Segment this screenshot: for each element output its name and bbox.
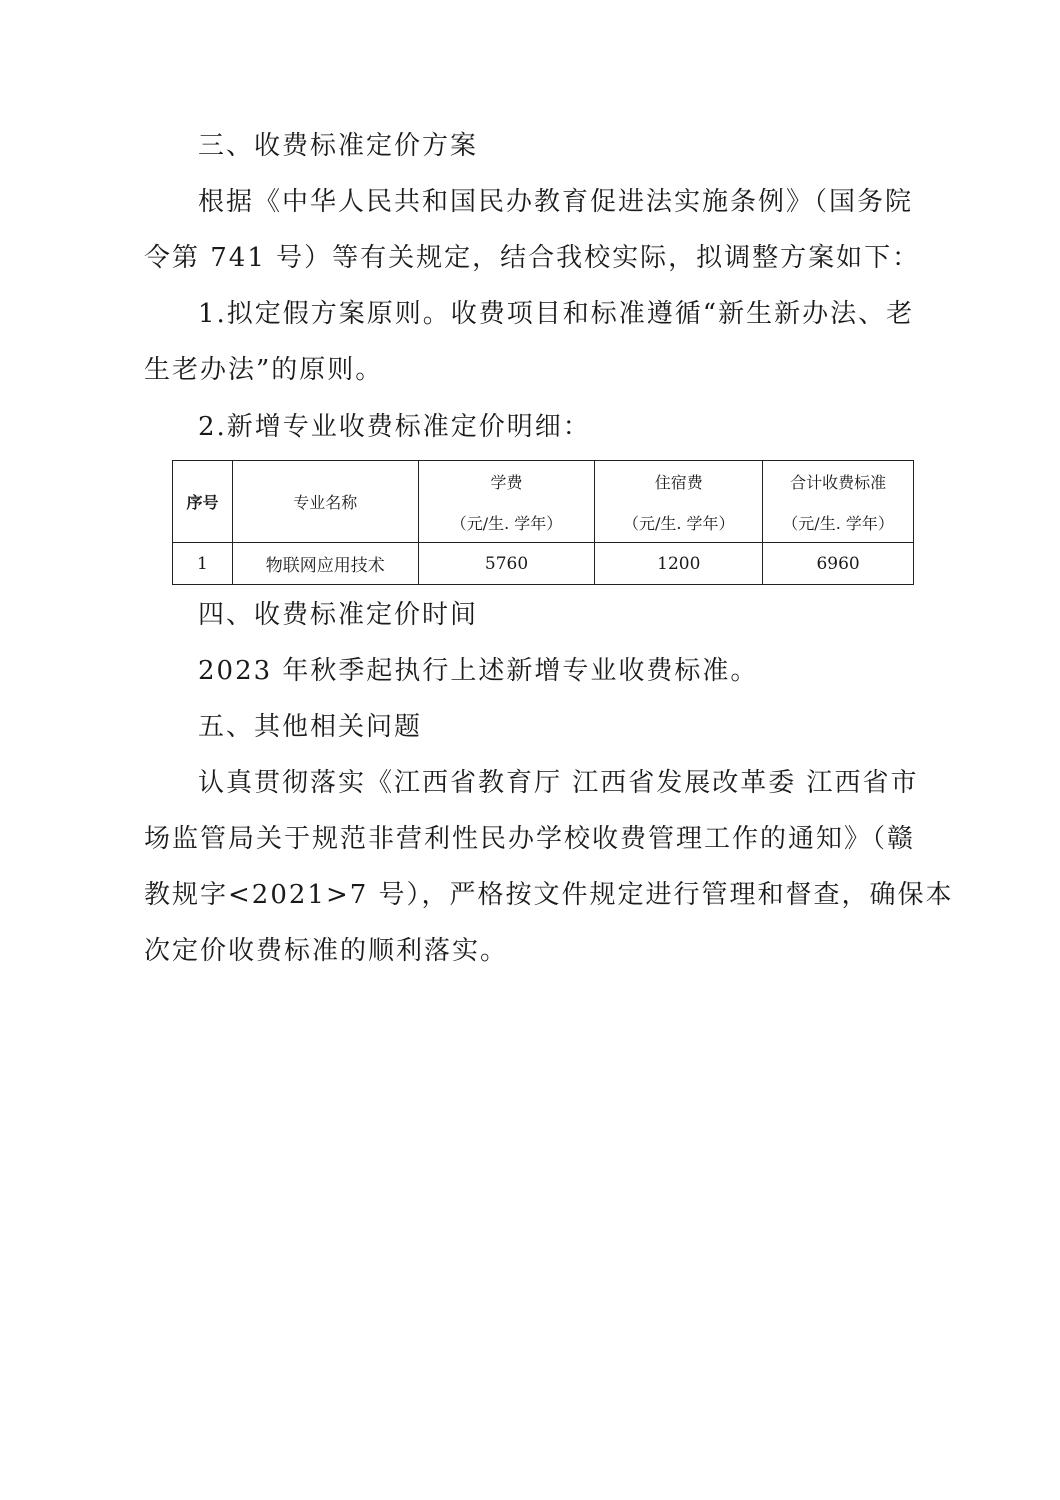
cell-seq: 1 (173, 543, 233, 585)
header-tuition-label: 学费 (490, 472, 523, 492)
section4-para: 2023 年秋季起执行上述新增专业收费标准。 (198, 656, 759, 686)
section5-line4: 次定价收费标准的顺利落实。 (144, 936, 509, 966)
section4-heading: 四、收费标准定价时间 (198, 600, 479, 630)
cell-lodging: 1200 (595, 543, 763, 585)
header-seq: 序号 (173, 461, 233, 543)
fee-table (172, 460, 914, 585)
cell-total: 6960 (763, 543, 914, 585)
section3-item1-line1: 1.拟定假方案原则。收费项目和标准遵循“新生新办法、老 (198, 299, 915, 329)
table-header-row (173, 461, 914, 543)
section3-heading: 三、收费标准定价方案 (198, 131, 479, 161)
section5-line2: 场监管局关于规范非营利性民办学校收费管理工作的通知》（赣 (144, 824, 916, 854)
section3-para1-line2: 令第 741 号）等有关规定，结合我校实际，拟调整方案如下： (144, 243, 921, 273)
header-total (763, 461, 914, 543)
cell-tuition: 5760 (418, 543, 595, 585)
header-lodging (595, 461, 763, 543)
section3-item1-line2: 生老办法”的原则。 (144, 355, 384, 385)
header-total-unit: （元/生. 学年） (782, 513, 894, 533)
header-major: 专业名称 (232, 461, 418, 543)
section5-line3: 教规字<2021>7 号），严格按文件规定进行管理和督查，确保本 (144, 880, 954, 910)
header-lodging-unit: （元/生. 学年） (622, 513, 735, 533)
section3-item2: 2.新增专业收费标准定价明细： (198, 412, 591, 442)
section3-para1-line1: 根据《中华人民共和国民办教育促进法实施条例》（国务院 (198, 187, 914, 217)
section5-line1: 认真贯彻落实《江西省教育厅 江西省发展改革委 江西省市 (198, 768, 919, 798)
section5-heading: 五、其他相关问题 (198, 712, 423, 742)
header-tuition-unit: （元/生. 学年） (450, 513, 563, 533)
cell-major: 物联网应用技术 (232, 543, 418, 585)
header-lodging-label: 住宿费 (654, 472, 703, 492)
header-total-label: 合计收费标准 (790, 472, 887, 492)
header-tuition (418, 461, 595, 543)
table-row (173, 543, 914, 585)
